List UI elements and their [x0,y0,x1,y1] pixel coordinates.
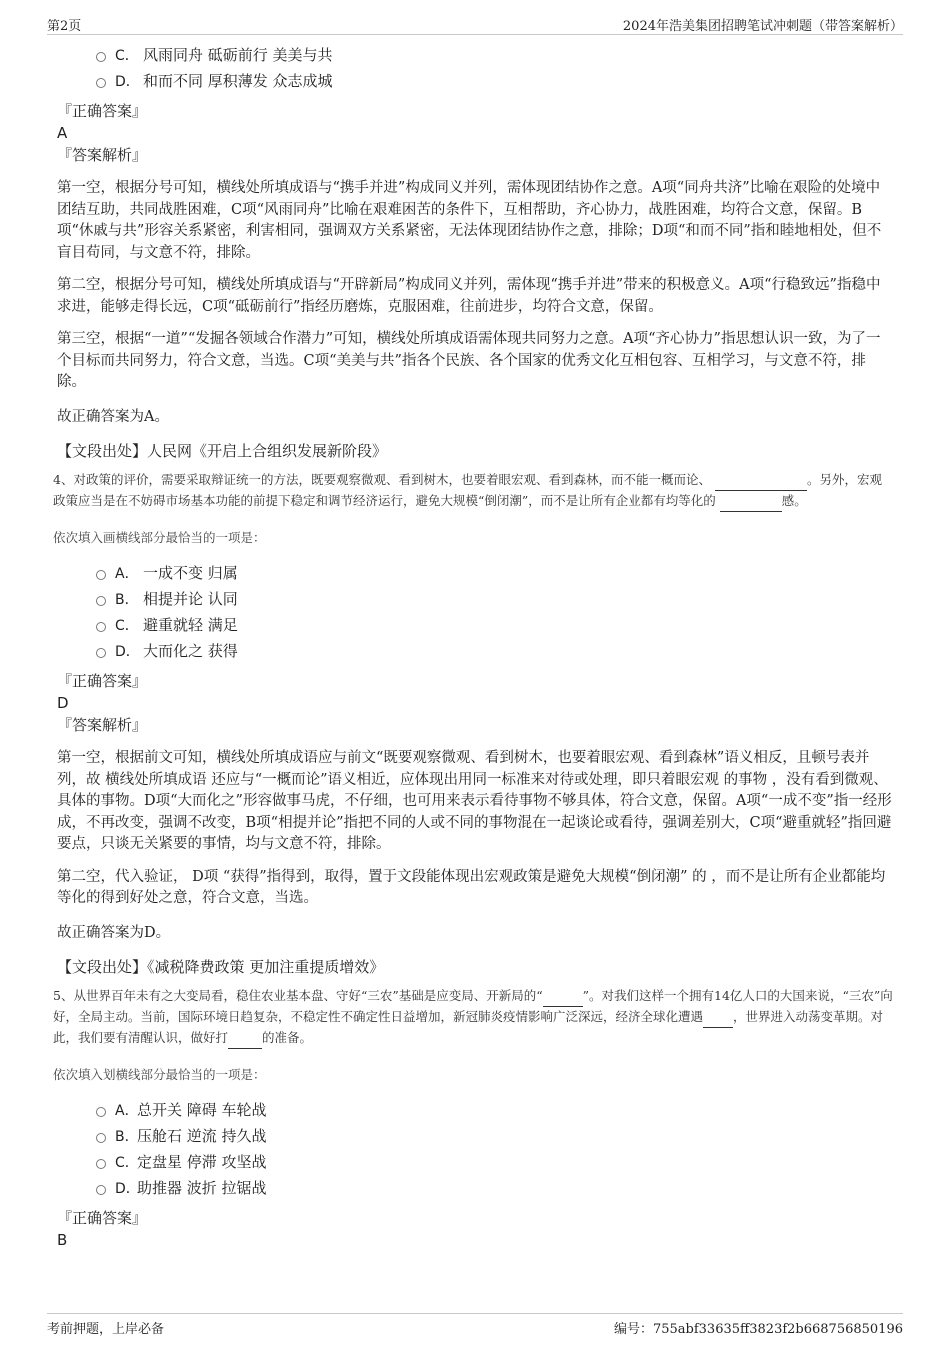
radio-icon[interactable] [96,570,106,580]
fill-blank [228,1028,262,1049]
q5-option-b[interactable]: B．压舱石 逆流 持久战 [57,1123,893,1149]
q5-option-d[interactable]: D．助推器 波折 拉锯战 [57,1175,893,1201]
fill-blank [703,1007,733,1028]
q4-options [57,560,893,664]
fill-blank [720,491,782,512]
page-footer [47,1313,903,1340]
q5-option-c[interactable]: C．定盘星 停滞 攻坚战 [57,1149,893,1175]
fill-blank [715,470,807,491]
source-citation: 【文段出处】人民网《开启上合组织发展新阶段》 [57,442,388,460]
q3-option-d[interactable]: D． 和而不同 厚积薄发 众志成城 [57,68,893,94]
answer-label: 『正确答案』 [57,672,148,690]
radio-icon[interactable] [96,52,106,62]
analysis-paragraph: 第一空，根据前文可知，横线处所填成语应与前文“既要观察微观、看到树木，也要着眼宏观、看到森林”语义相反，且顿号表并列，故 横线处所填成语 还应与“一概而论”语义相近，应体现出用同一标准来对待或处理，即只着眼宏观 的事物 ，没有看到微观、具体的事物。D项“大而化之”形容做事马虎，不仔细，也可用来表示看待事物不够具体，符合文意，保留。A项“一成不变”指一经形成，不再改变，强调不改变，B项“相提并论”指把不同的人或不同的事物混在一起谈论或看待，强调差别大，C项“避重就轻”指回避要点，只谈无关紧要的事情，均与文意不符，排除。 [57,750,892,852]
q3-options [57,42,893,94]
analysis-paragraph: 第二空，代入验证， D项 “获得”指得到，取得，置于文段能体现出宏观政策是避免大规模“倒闭潮” 的 ，而不是让所有企业都能均等化的得到好处之意，符合文意，当选。 [57,868,886,906]
correct-answer: D [57,694,69,712]
fill-blank [543,986,583,1007]
q5-option-a[interactable]: A．总开关 障碍 车轮战 [57,1097,893,1123]
answer-label: 『正确答案』 [57,1209,148,1227]
analysis-conclusion: 故正确答案为A。 [57,408,169,425]
question-4-stem: 4、对政策的评价，需要采取辩证统一的方法，既要观察微观、看到树木，也要着眼宏观、看到森林，而不能一概而论、 。另外，宏观政策应当是在不妨碍市场基本功能的前提下稳定和调节经济运行，避免大规模“倒闭潮”，而不是让所有企业都有均等化的 感。 [53,470,893,512]
radio-icon[interactable] [96,1159,106,1169]
analysis-label: 『答案解析』 [57,716,148,734]
question-instruction: 依次填入画横线部分最恰当的一项是： [53,530,266,545]
radio-icon[interactable] [96,1107,106,1117]
analysis-paragraph: 第三空，根据“一道”“发掘各领域合作潜力”可知，横线处所填成语需体现共同努力之意。A项“齐心协力”指思想认识一致，为了一个目标而共同努力，符合文意，当选。C项“美美与共”指各个民族、各个国家的优秀文化互相包容、互相学习，与文意不符，排除。 [57,331,881,390]
page-number: 第2页 [47,19,82,34]
document-code: 编号：755abf33635ff3823f2b668756850196 [613,1322,903,1337]
correct-answer: B [57,1231,68,1249]
document-title: 2024年浩美集团招聘笔试冲刺题（带答案解析） [622,19,903,34]
correct-answer: A [57,124,68,142]
footer-slogan: 考前押题，上岸必备 [47,1322,165,1337]
q4-option-c[interactable]: C． 避重就轻 满足 [57,612,893,638]
analysis-label: 『答案解析』 [57,146,148,164]
q4-option-a[interactable]: A． 一成不变 归属 [57,560,893,586]
q4-option-b[interactable]: B． 相提并论 认同 [57,586,893,612]
answer-label: 『正确答案』 [57,102,148,120]
page-header [47,12,903,35]
analysis-paragraph: 第一空，根据分号可知，横线处所填成语与“携手并进”构成同义并列，需体现团结协作之意。A项“同舟共济”比喻在艰险的处境中团结互助，共同战胜困难，C项“风雨同舟”比喻在艰难困苦的条件下，互相帮助，齐心协力，战胜困难，均符合文意，保留。B项“休戚与共”形容关系紧密，利害相同，强调双方关系紧密，无法体现团结协作之意，排除；D项“和而不同”指和睦地相处，但不盲目苟同，与文意不符，排除。 [57,180,882,261]
page-content [53,42,893,1251]
question-5-stem: 5、从世界百年未有之大变局看，稳住农业基本盘、守好“三农”基础是应变局、开新局的“ ”。对我们这样一个拥有14亿人口的大国来说，“三农”向好，全局主动。当前，国际环境日趋复杂，不稳定性不确定性日益增加，新冠肺炎疫情影响广泛深远，经济全球化遭遇 ，世界进入动荡变革期。对此，我们要有清醒认识，做好打 的准备。 [53,986,893,1049]
analysis-conclusion: 故正确答案为D。 [57,924,171,941]
radio-icon[interactable] [96,1185,106,1195]
radio-icon[interactable] [96,596,106,606]
radio-icon[interactable] [96,1133,106,1143]
radio-icon[interactable] [96,78,106,88]
question-instruction: 依次填入划横线部分最恰当的一项是： [53,1067,266,1082]
analysis-paragraph: 第二空，根据分号可知，横线处所填成语与“开辟新局”构成同义并列，需体现“携手并进”带来的积极意义。A项“行稳致远”指稳中求进，能够走得长远，C项“砥砺前行”指经历磨炼，克服困难，往前进步，均符合文意，保留。 [57,277,881,315]
source-citation: 【文段出处】《减税降费政策 更加注重提质增效》 [57,958,385,976]
radio-icon[interactable] [96,648,106,658]
radio-icon[interactable] [96,622,106,632]
q4-option-d[interactable]: D． 大而化之 获得 [57,638,893,664]
q3-option-c[interactable]: C． 风雨同舟 砥砺前行 美美与共 [57,42,893,68]
q5-options [57,1097,893,1201]
